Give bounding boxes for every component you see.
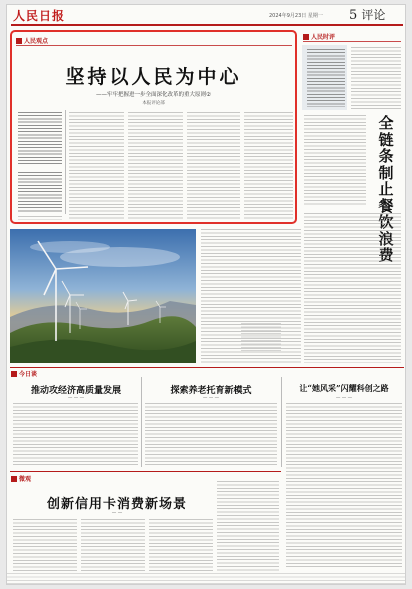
bottom-body-1	[13, 519, 77, 571]
body-column-1	[69, 112, 124, 220]
lower-article-2-body	[145, 403, 277, 465]
bottom-body-3	[149, 519, 213, 571]
lower-article-3-title[interactable]: 让“她风采”闪耀科创之路	[299, 383, 389, 393]
dateline: 2024年9月23日 星期一	[269, 13, 323, 19]
wind-turbine-photo	[10, 229, 196, 363]
lower-article-2-title[interactable]: 探索养老托育新模式	[170, 386, 252, 396]
page-section: 评论	[361, 8, 386, 22]
featured-article-box[interactable]	[10, 30, 297, 224]
page-number: 5	[349, 8, 358, 23]
pull-quote-text	[307, 49, 345, 107]
section-marker-icon	[16, 38, 22, 44]
feature-title: 坚持以人民为中心	[65, 66, 242, 88]
bottom-body-2	[81, 519, 145, 571]
right-body-top	[304, 115, 366, 207]
header-rule	[11, 24, 403, 26]
section-marker-icon	[11, 371, 17, 377]
lower-article-3-body	[286, 403, 402, 568]
right-body-bottom	[304, 213, 401, 363]
bottom-article-title[interactable]: 创新信用卡消费新场景	[46, 497, 187, 512]
lower-article-1-body	[13, 403, 138, 465]
body-column-2	[128, 112, 183, 220]
lead-paragraph-2	[18, 172, 62, 212]
bottom-body-4	[217, 481, 279, 571]
section-tag-bottom: 微观	[11, 474, 31, 483]
section-marker-icon	[303, 34, 309, 40]
section-tag-lower: 今日谈	[11, 369, 37, 378]
body-column-4	[244, 112, 293, 220]
section-marker-icon	[11, 476, 17, 482]
masthead-logo: 人民日报	[13, 9, 66, 23]
lead-paragraph	[18, 112, 62, 164]
section-tag: 人民观点	[16, 36, 48, 45]
right-column-headline[interactable]: 全链条制止餐饮浪费	[378, 114, 394, 264]
feature-subtitle: ——牢牢把握进一步全面深化改革的重大原则②	[96, 92, 211, 98]
page-number-section	[349, 6, 385, 23]
right-intro-text	[351, 47, 401, 109]
body-column-3	[187, 112, 240, 220]
newspaper-page: 人民日报 2024年9月23日 星期一 5 评论 人民观点 坚持以人民为中心 ——牢牢把握进一步全面深化改革的重大原则② 本报评论部 人民时评 全链条制止餐饮浪费 今日谈 推动攻经济高质量发展 — — — 探索养老托育新模式 — — — 让“她风采”闪耀科创之路 — — — 微观 创新信用卡消费新场景 — —	[6, 4, 406, 585]
feature-byline: 本报评论部	[142, 101, 165, 106]
landscape-image	[10, 229, 196, 363]
page-footer	[7, 573, 406, 585]
lower-article-1-title[interactable]: 推动攻经济高质量发展	[30, 386, 121, 396]
section-tag-right: 人民时评	[303, 32, 335, 41]
